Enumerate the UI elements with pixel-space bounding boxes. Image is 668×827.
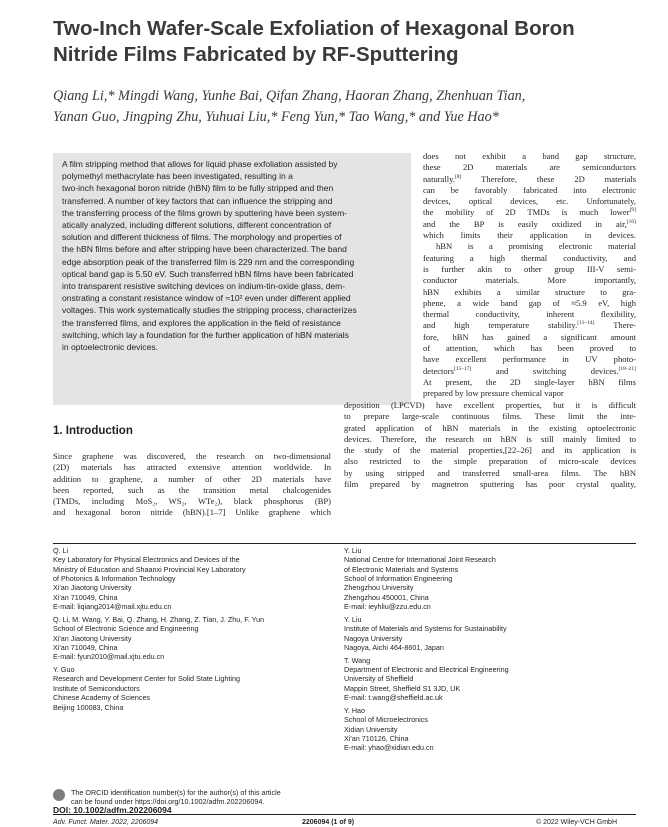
body-line: naturally.[8] Therefore, these 2D materials xyxy=(423,173,636,184)
right-column-bottom xyxy=(344,400,636,490)
affiliation-line: Nagoya University xyxy=(344,633,403,643)
footer-page: 2206094 (1 of 9) xyxy=(302,819,355,826)
abstract-line: two-inch hexagonal boron nitride (hBN) film to be fully stripped and then xyxy=(62,183,334,194)
body-line: is further akin to other group III-V semi- xyxy=(423,263,636,274)
intro-text xyxy=(53,451,331,519)
body-line: have excellent performance in UV photo- xyxy=(423,354,636,365)
body-line: conductor materials. More importantly, xyxy=(423,275,636,286)
abstract-line: switching, which lay a foundation for the further application of hBN materials xyxy=(62,329,349,340)
affiliation-author: Y. Hao xyxy=(344,706,366,715)
body-line: devices, optical devices, etc. Unfortunately, xyxy=(423,196,636,207)
affiliation-author: Q. Li xyxy=(53,546,69,555)
intro-line: and hexagonal boron nitride (hBN).[1–7] Unlike graphene which xyxy=(53,507,331,518)
abstract-line: edge absorption peak of the transferred film is 229 nm and the corresponding xyxy=(62,256,355,267)
affiliation-line: School of Electronic Science and Engineering xyxy=(53,624,199,634)
orcid-line: can be found under https://doi.org/10.1002/adfm.202206094. xyxy=(71,797,265,807)
body-line: devices. Therefore, the research on hBN is still mainly limited to xyxy=(344,433,636,444)
abstract-line: voltages. This work systematically studies the stripping process, characterizes xyxy=(62,305,357,316)
body-line: can be favorably fabricated into electronic xyxy=(423,184,636,195)
affiliation-line: Zhengzhou 450001, China xyxy=(344,592,429,602)
body-line: and the BP is easily oxidized in air,[10] xyxy=(423,218,636,229)
intro-line: been reported, such as the transition metal chalcogenides xyxy=(53,484,331,495)
affiliations-right xyxy=(344,546,634,753)
affiliation-author: Y. Liu xyxy=(344,614,362,624)
abstract-box xyxy=(53,153,411,405)
author-list xyxy=(53,86,633,128)
body-line: does not exhibit a band gap structure, xyxy=(423,151,636,161)
affiliation-line: Xi'an 710049, China xyxy=(53,642,118,652)
affiliation-line: Mappin Street, Sheffield S1 3JD, UK xyxy=(344,683,461,693)
body-line: At present, the 2D single-layer hBN films xyxy=(423,376,636,387)
affiliation-line: E-mail: yhao@xidian.edu.cn xyxy=(344,743,434,753)
affiliation-line: School of Information Engineering xyxy=(344,574,453,584)
author-line: Yanan Guo, Jingping Zhu, Yuhuai Liu,* Feng Yun,* Tao Wang,* and Yue Hao* xyxy=(53,109,499,125)
affiliation-author: Y. Guo xyxy=(53,665,75,675)
affiliation-line: Beijing 100083, China xyxy=(53,702,124,712)
title-line: Nitride Films Fabricated by RF-Sputtering xyxy=(53,43,459,66)
abstract-line: polymethyl methacrylate has been investigated, resulting in a xyxy=(62,171,293,182)
affiliation-line: School of Microelectronics xyxy=(344,715,428,725)
affiliation-line: of Electronic Materials and Systems xyxy=(344,564,459,574)
affiliation-line: of Photonics & Information Technology xyxy=(53,574,176,584)
affiliation-line: Nagoya, Aichi 464-8601, Japan xyxy=(344,642,444,652)
affiliation-line: E-mail: liqiang2014@mail.xjtu.edu.cn xyxy=(53,602,172,612)
abstract-line: into transparent resistive switching devices on indium-tin-oxide glass, dem- xyxy=(62,281,346,292)
affiliation-divider xyxy=(53,543,636,544)
body-line: prepared by low pressure chemical vapor xyxy=(423,388,564,399)
body-line: which limits their application in devices. xyxy=(423,230,636,241)
abstract-line: transferred. A number of key factors that can influence the stripping and xyxy=(62,195,333,206)
affiliation-line: Research and Development Center for Solid State Lighting xyxy=(53,674,240,684)
abstract-line: A film stripping method that allows for liquid phase exfoliation assisted by xyxy=(62,159,338,169)
abstract-line: the hBN films before and after stripping have been characterized. The band xyxy=(62,244,347,255)
doi-label: DOI: 10.1002/adfm.202206094 xyxy=(53,805,172,815)
right-column-top xyxy=(423,151,636,400)
affiliation-line: Chinese Academy of Sciences xyxy=(53,693,151,703)
body-line: phene, a wide band gap of ≈5.9 eV, high xyxy=(423,297,636,308)
author-line: Qiang Li,* Mingdi Wang, Yunhe Bai, Qifan Zhang, Haoran Zhang, Zhenhuan Tian, xyxy=(53,88,526,104)
abstract-line: the transferring process of the films grown by sputtering have been system- xyxy=(62,207,348,218)
affiliation-line: E-mail: fyun2010@mail.xjtu.edu.cn xyxy=(53,652,165,662)
title-line: Two-Inch Wafer-Scale Exfoliation of Hexagonal Boron xyxy=(53,17,575,40)
footer-copyright: © 2022 Wiley-VCH GmbH xyxy=(536,819,618,826)
affiliation-line: Xi'an Jiaotong University xyxy=(53,583,132,593)
affiliation-line: University of Sheffield xyxy=(344,674,414,684)
affiliation-line: Xidian University xyxy=(344,724,398,734)
body-line: fore, hBN has gained a significant amount xyxy=(423,331,636,342)
orcid-line: The ORCID identification number(s) for the author(s) of this article xyxy=(71,788,281,797)
abstract-line: in optoelectronic devices. xyxy=(62,342,158,353)
intro-line: (TMDs, including MoS₂, WS₂, WTe₂), black phosphorus (BP) xyxy=(53,496,331,507)
body-line: of attention, which has been proved to xyxy=(423,343,636,354)
body-line: hBN is a promising electronic material xyxy=(436,241,636,252)
abstract-line: atically analyzed, including different solutions, different concentration of xyxy=(62,220,332,231)
orcid-note xyxy=(71,788,281,807)
affiliation-line: Xi'an 710049, China xyxy=(53,592,118,602)
body-line: film prepared by magnetron sputtering has poor crystal quality, xyxy=(344,479,636,490)
section-heading: 1. Introduction xyxy=(53,425,133,437)
body-line: also restricted to the simple preparation of micro-scale devices xyxy=(344,456,636,467)
body-line: and high temperature stability.[11–14] There- xyxy=(423,320,636,331)
body-line: by using stripped and transferred small-area films. The hBN xyxy=(344,467,636,478)
affiliation-line: Institute of Semiconductors xyxy=(53,683,140,693)
body-line: deposition (LPCVD) have excellent properties, but it is difficult xyxy=(344,400,636,410)
body-line: the study of the material properties,[22–26] and its application is xyxy=(344,445,636,456)
body-line: the mobility of 2D TMDs is much lower[9] xyxy=(423,207,636,218)
body-line: grated application of hBN materials in the existing optoelectronic xyxy=(344,422,636,433)
abstract-line: optical band gap is 5.50 eV. Such transferred hBN films have been fabricated xyxy=(62,268,354,279)
body-line: these 2D materials are semiconductors xyxy=(423,162,636,173)
affiliation-line: Department of Electronic and Electrical Engineering xyxy=(344,665,509,675)
affiliation-author: Q. Li, M. Wang, Y. Bai, Q. Zhang, H. Zhang, Z. Tian, J. Zhu, F. Yun xyxy=(53,614,265,624)
article-title xyxy=(53,16,633,68)
affiliation-line: E-mail: t.wang@sheffield.ac.uk xyxy=(344,693,443,703)
affiliation-line: Institute of Materials and Systems for Sustainability xyxy=(344,624,507,634)
footer-divider xyxy=(53,814,636,815)
abstract-line: solution and different thickness of films. The morphology and properties of xyxy=(62,232,342,243)
affiliations-left xyxy=(53,546,333,712)
abstract-line: the transferred films, and explores the application in the field of resistance xyxy=(62,317,341,328)
footer-journal: Adv. Funct. Mater. 2022, 2206094 xyxy=(53,819,159,826)
affiliation-line: Xi'an 710126, China xyxy=(344,734,409,744)
affiliation-line: Key Laboratory for Physical Electronics and Devices of the xyxy=(53,555,240,565)
body-line: to prepare large-scale continuous films. These limit the inte- xyxy=(344,411,636,422)
affiliation-author: Y. Liu xyxy=(344,546,362,555)
affiliation-line: E-mail: ieyhliu@zzu.edu.cn xyxy=(344,602,431,612)
affiliation-line: Ministry of Education and Shaanxi Provincial Key Laboratory xyxy=(53,564,246,574)
affiliation-line: Zhengzhou University xyxy=(344,583,414,593)
body-line: detectors[15–17] and switching devices.[18–21] xyxy=(423,365,636,376)
body-line: hBN exhibits a similar structure to gra- xyxy=(423,286,636,297)
intro-line: (2D) materials has attracted extensive attention worldwide. In xyxy=(53,462,331,473)
affiliation-author: T. Wang xyxy=(344,655,371,665)
intro-line: addition to graphene, a number of other 2D materials have xyxy=(53,473,331,484)
body-line: thermal conductivity, inherent flexibility, xyxy=(423,309,636,320)
orcid-icon xyxy=(53,789,65,801)
intro-line: Since graphene was discovered, the research on two-dimensional xyxy=(53,451,331,461)
affiliation-line: Xi'an Jiaotong University xyxy=(53,633,132,643)
abstract-line: onstrating a constant resistance window of ≈10² even under different applied xyxy=(62,293,351,304)
affiliation-line: National Centre for International Joint Research xyxy=(344,555,496,565)
body-line: featuring a high thermal conductivity, and xyxy=(423,252,636,263)
